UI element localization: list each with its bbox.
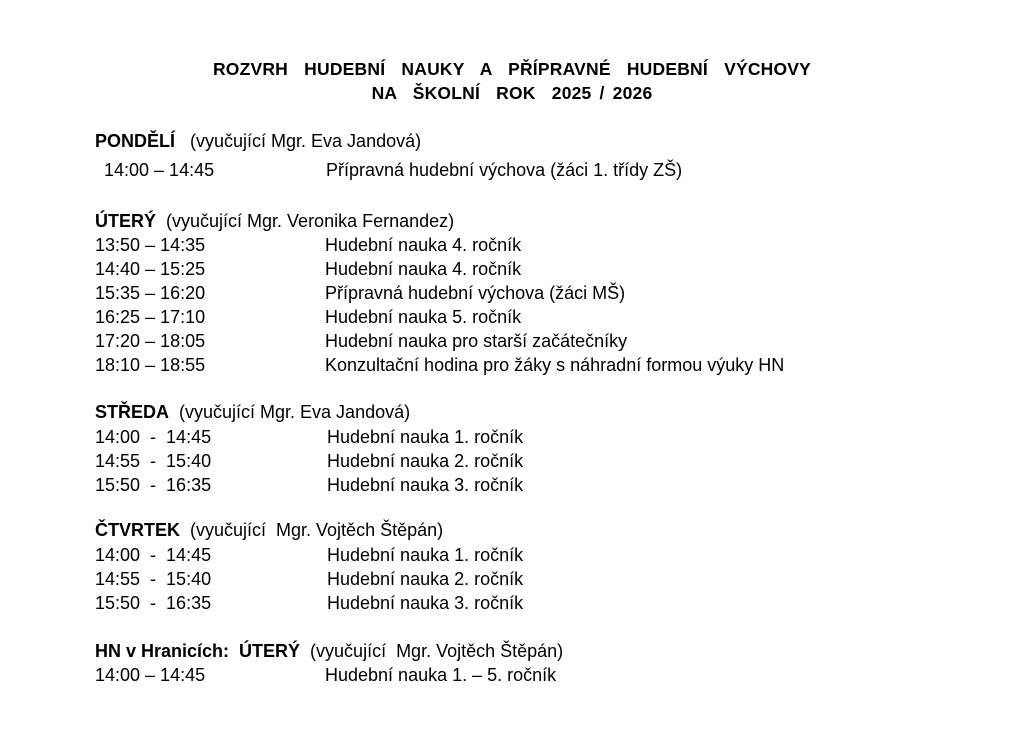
schedule-row	[0, 234, 1024, 256]
schedule-row	[0, 664, 1024, 686]
schedule-row	[0, 330, 1024, 352]
teacher-label: (vyučující Mgr. Eva Jandová)	[169, 402, 411, 422]
time-range: 15:50 - 16:35	[95, 475, 212, 495]
day-label: STŘEDA	[95, 402, 170, 422]
time-range: 14:55 - 15:40	[95, 569, 212, 589]
subject: Hudební nauka 3. ročník	[327, 475, 524, 495]
subject: Hudební nauka 1. ročník	[327, 427, 524, 447]
section-heading-monday	[95, 130, 421, 152]
day-label: PONDĚLÍ	[95, 131, 176, 151]
time-range: 14:00 – 14:45	[104, 160, 215, 180]
day-label: ČTVRTEK	[95, 520, 180, 540]
section-heading-thursday	[95, 519, 443, 541]
day-label: ÚTERÝ	[95, 211, 157, 231]
teacher-label: (vyučující Mgr. Vojtěch Štěpán)	[300, 641, 564, 661]
time-range: 14:40 – 15:25	[95, 259, 206, 279]
section-heading-tuesday	[95, 210, 454, 232]
day-label: HN v Hranicích: ÚTERÝ	[95, 641, 301, 661]
teacher-label: (vyučující Mgr. Vojtěch Štěpán)	[180, 520, 444, 540]
schedule-row	[0, 282, 1024, 304]
schedule-row	[0, 592, 1024, 614]
teacher-label: (vyučující Mgr. Veronika Fernandez)	[156, 211, 455, 231]
subject: Hudební nauka 4. ročník	[325, 259, 522, 279]
subject: Konzultační hodina pro žáky s náhradní formou výuky HN	[325, 355, 785, 375]
time-range: 16:25 – 17:10	[95, 307, 206, 327]
time-range: 13:50 – 14:35	[95, 235, 206, 255]
schedule-row	[0, 159, 1024, 181]
subject: Hudební nauka 2. ročník	[327, 569, 524, 589]
schedule-row	[0, 568, 1024, 590]
subject: Hudební nauka 4. ročník	[325, 235, 522, 255]
schedule-row	[0, 544, 1024, 566]
time-range: 14:55 - 15:40	[95, 451, 212, 471]
subject: Hudební nauka 1. – 5. ročník	[325, 665, 557, 685]
schedule-row	[0, 474, 1024, 496]
time-range: 15:50 - 16:35	[95, 593, 212, 613]
time-range: 18:10 – 18:55	[95, 355, 206, 375]
subject: Hudební nauka 3. ročník	[327, 593, 524, 613]
section-heading-hranice	[95, 640, 563, 662]
schedule-row	[0, 354, 1024, 376]
time-range: 15:35 – 16:20	[95, 283, 206, 303]
time-range: 14:00 - 14:45	[95, 545, 212, 565]
schedule-row	[0, 258, 1024, 280]
subject: Hudební nauka 5. ročník	[325, 307, 522, 327]
subject: Hudební nauka 1. ročník	[327, 545, 524, 565]
teacher-label: (vyučující Mgr. Eva Jandová)	[175, 131, 422, 151]
time-range: 17:20 – 18:05	[95, 331, 206, 351]
title-line-1: ROZVRH HUDEBNÍ NAUKY A PŘÍPRAVNÉ HUDEBNÍ VÝCHOVY	[212, 59, 812, 79]
title-line-2: NA ŠKOLNÍ ROK 2025 / 2026	[371, 83, 653, 103]
subject: Hudební nauka 2. ročník	[327, 451, 524, 471]
subject: Přípravná hudební výchova (žáci 1. třídy ZŠ)	[326, 160, 683, 180]
section-heading-wednesday	[95, 401, 410, 423]
subject: Hudební nauka pro starší začátečníky	[325, 331, 628, 351]
time-range: 14:00 – 14:45	[95, 665, 206, 685]
schedule-row	[0, 450, 1024, 472]
schedule-row	[0, 306, 1024, 328]
subject: Přípravná hudební výchova (žáci MŠ)	[325, 283, 626, 303]
time-range: 14:00 - 14:45	[95, 427, 212, 447]
schedule-row	[0, 426, 1024, 448]
